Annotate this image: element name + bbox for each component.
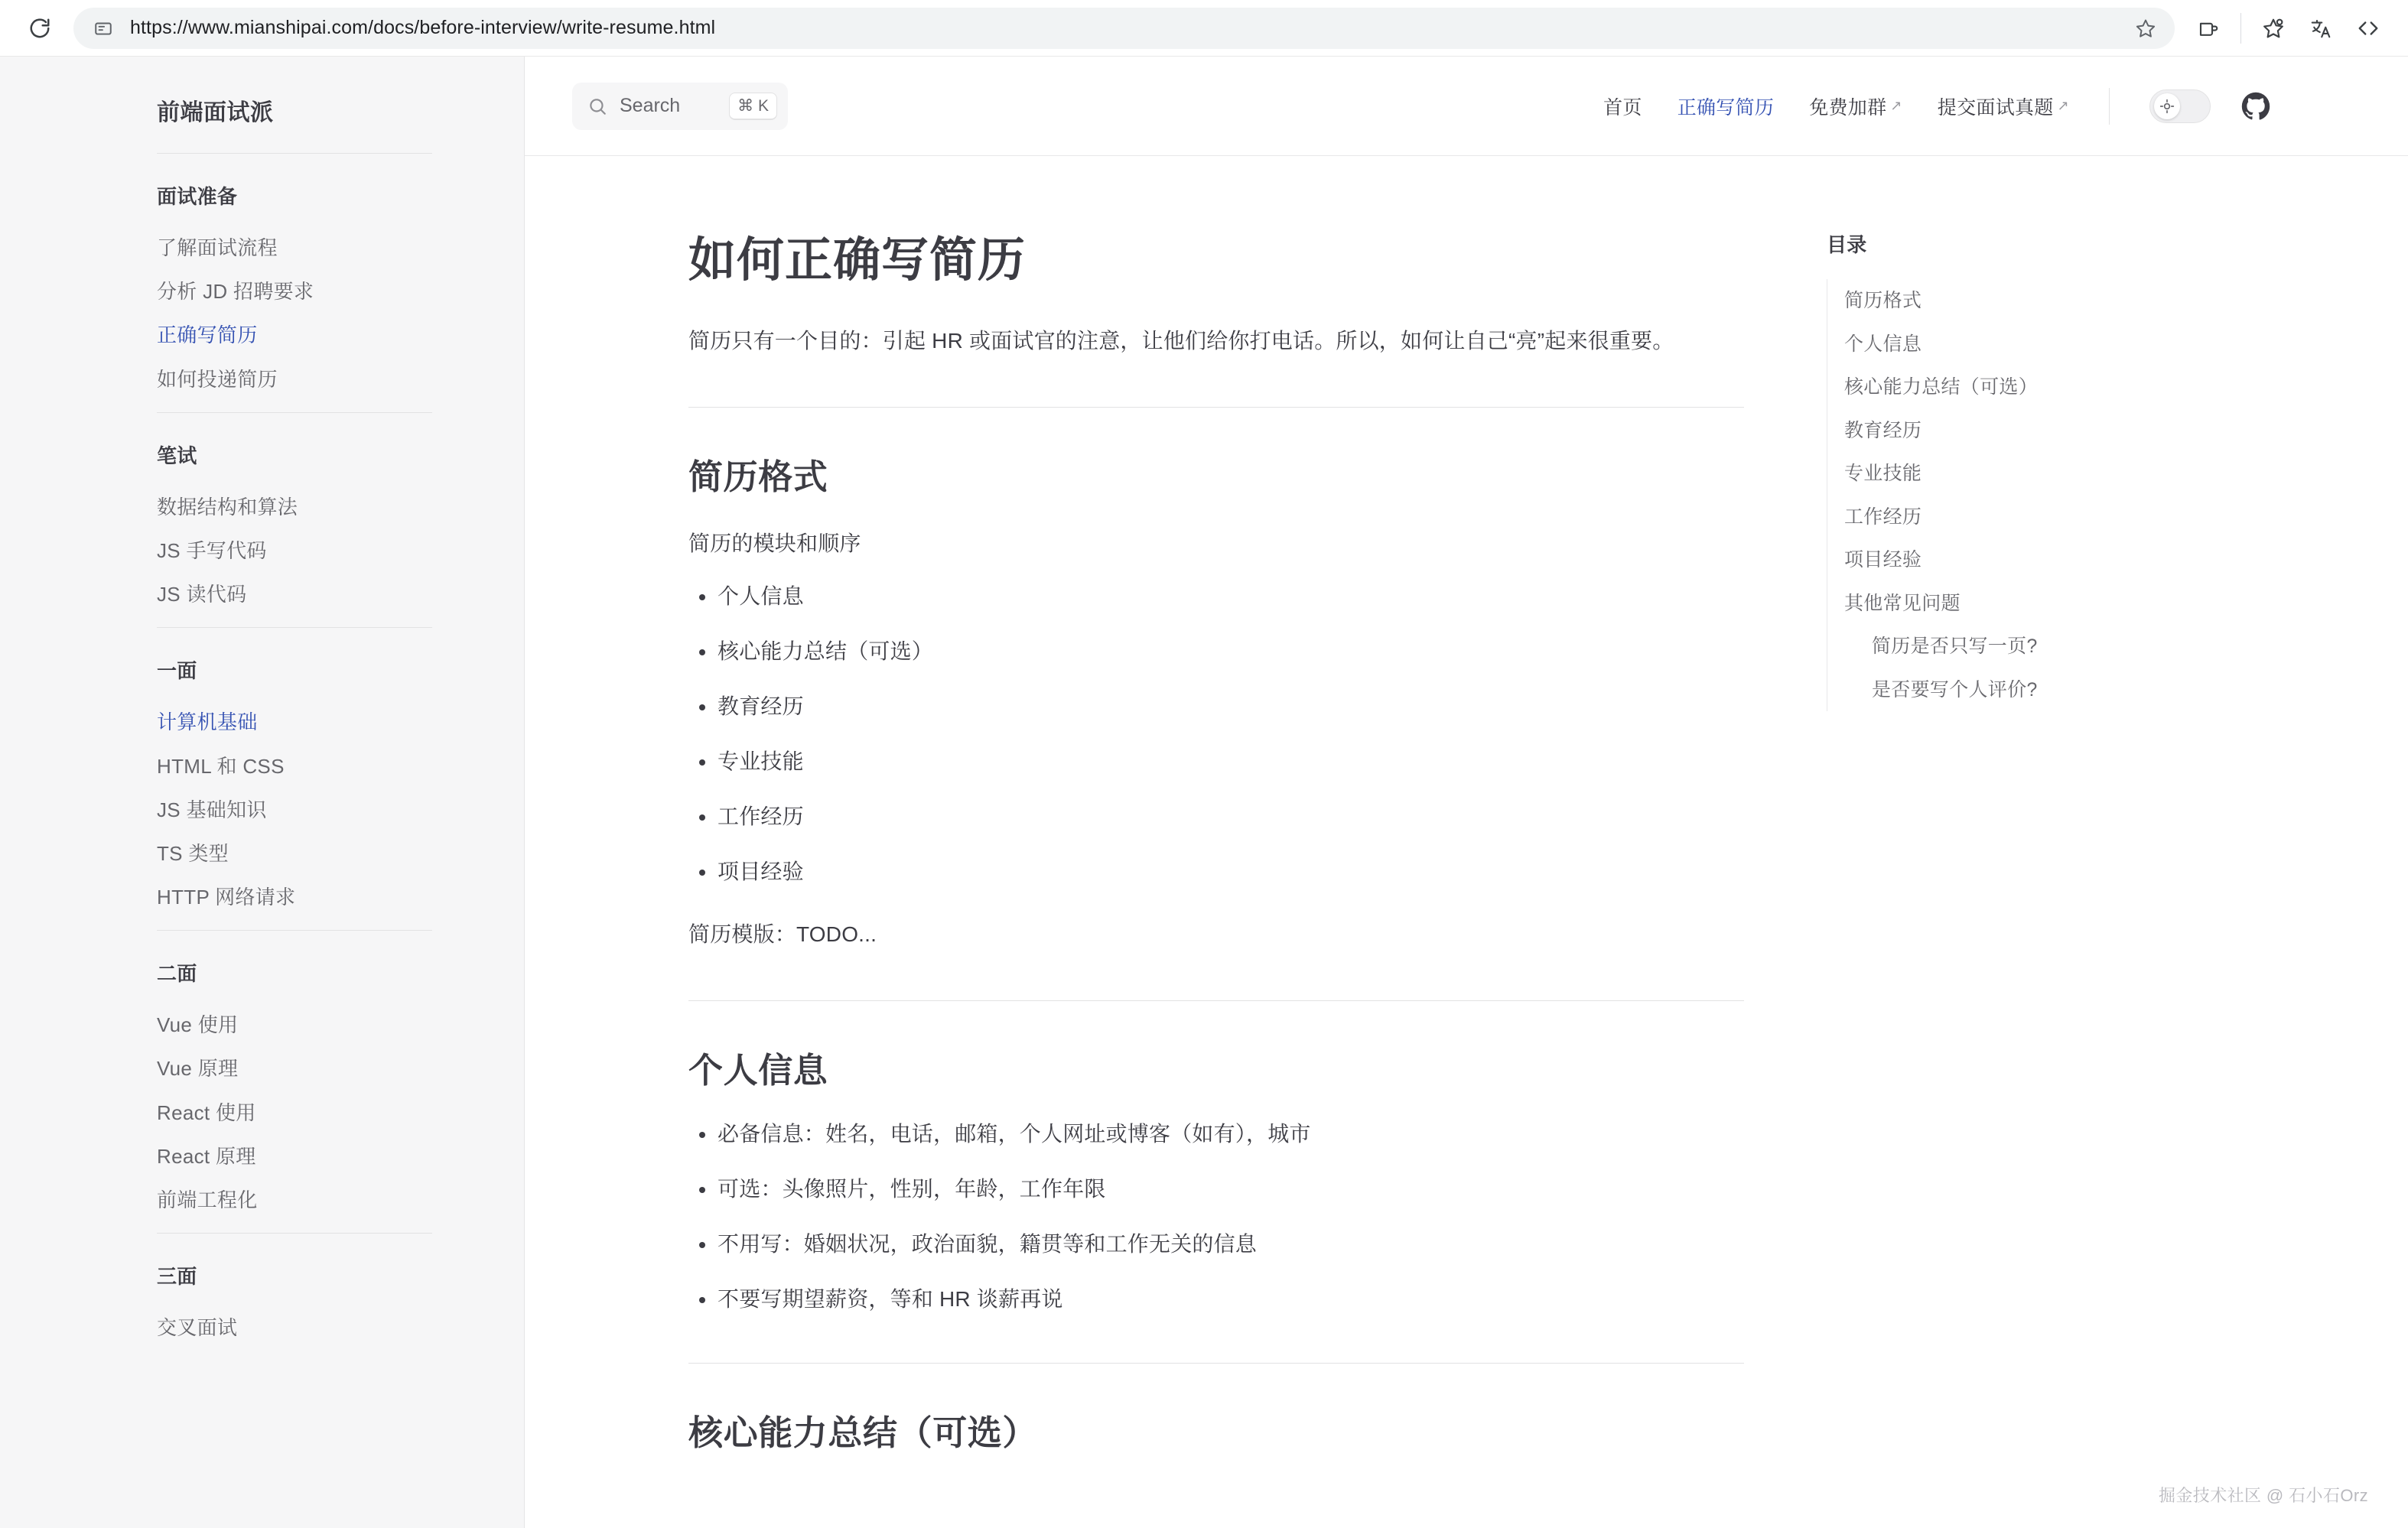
site-title[interactable]: 前端面试派: [157, 100, 274, 125]
toc-item-skills[interactable]: 专业技能: [1844, 463, 1922, 484]
sidebar-item-js-basics[interactable]: JS 基础知识: [157, 798, 267, 821]
sidebar-item-react-usage[interactable]: React 使用: [157, 1100, 256, 1124]
nav-link-write-resume[interactable]: [1677, 93, 1775, 120]
main-column: [525, 57, 2408, 1528]
sidebar-item-analyze-jd[interactable]: 分析 JD 招聘要求: [157, 280, 314, 304]
github-icon[interactable]: [2241, 92, 2270, 121]
search-input[interactable]: [572, 83, 788, 130]
sidebar-item-js-read[interactable]: JS 读代码: [157, 583, 247, 606]
list-item: 专业技能: [688, 746, 1744, 778]
search-icon: [587, 96, 607, 116]
sidebar-group-written-test: [157, 413, 432, 628]
browser-actions: [2188, 8, 2388, 48]
sidebar-item-http[interactable]: HTTP 网络请求: [157, 886, 296, 909]
sidebar-group-title: 笔试: [157, 444, 197, 467]
section-paragraph: 简历的模块和顺序: [688, 532, 861, 555]
nav-links: [1603, 93, 2069, 120]
sidebar-group-round3: [157, 1234, 432, 1361]
sidebar-group-round2: [157, 931, 432, 1233]
sidebar-item-vue-principles[interactable]: Vue 原理: [157, 1057, 239, 1081]
resume-template-note: 简历模版：TODO...: [688, 922, 877, 946]
sidebar-item-algorithms[interactable]: 数据结构和算法: [157, 495, 298, 519]
code-icon[interactable]: [2348, 8, 2388, 48]
sidebar-item-ts-types[interactable]: TS 类型: [157, 841, 229, 865]
toc-item-projects[interactable]: 项目经验: [1844, 549, 1922, 571]
top-navbar: [525, 57, 2408, 156]
section-divider: [688, 407, 1744, 408]
section-divider: [688, 1363, 1744, 1364]
table-of-contents: [1795, 156, 2408, 1528]
nav-link-submit-questions[interactable]: [1938, 93, 2069, 120]
browser-toolbar: [0, 0, 2408, 57]
list-item: 教育经历: [688, 691, 1744, 723]
search-placeholder: Search: [620, 95, 681, 116]
section-heading-resume-format: 简历格式: [688, 457, 828, 496]
nav-divider: [2109, 88, 2110, 125]
url-text: https://www.mianshipai.com/docs/before-interview/write-resume.html: [130, 17, 716, 38]
favorites-icon[interactable]: [2253, 8, 2293, 48]
section-heading-personal-info: 个人信息: [688, 1051, 828, 1090]
toc-item-work-experience[interactable]: 工作经历: [1844, 506, 1922, 528]
list-item: 不用写：婚姻状况，政治面貌，籍贯等和工作无关的信息: [688, 1228, 1744, 1260]
personal-info-list: [688, 1118, 1744, 1315]
sidebar-item-react-principles[interactable]: React 原理: [157, 1144, 256, 1168]
star-icon[interactable]: [2129, 11, 2162, 45]
toc-item-faq[interactable]: 其他常见问题: [1844, 592, 1961, 614]
content-wrapper: [525, 156, 2408, 1528]
sidebar-item-engineering[interactable]: 前端工程化: [157, 1188, 258, 1211]
article-lead: 简历只有一个目的：引起 HR 或面试官的注意，让他们给你打电话。所以，如何让自己“亮”起来很重要。: [688, 329, 1674, 353]
section-heading-core-summary: 核心能力总结（可选）: [688, 1413, 1038, 1452]
page-body: [0, 57, 2408, 1528]
toc-item-personal-info[interactable]: 个人信息: [1844, 333, 1922, 355]
reload-icon[interactable]: [20, 8, 60, 48]
nav-link-label: 免费加群: [1809, 96, 1887, 119]
article: [525, 156, 1795, 1528]
list-item: 项目经验: [688, 856, 1744, 888]
nav-link-label: 正确写简历: [1677, 96, 1775, 119]
sidebar-item-cross-interview[interactable]: 交叉面试: [157, 1316, 238, 1340]
nav-link-home[interactable]: [1603, 93, 1642, 120]
sidebar-item-write-resume[interactable]: 正确写简历: [157, 323, 258, 347]
nav-link-label: 提交面试真题: [1937, 96, 2054, 119]
sidebar-group-title: 一面: [157, 659, 197, 683]
toc-item-education[interactable]: 教育经历: [1844, 419, 1922, 441]
sidebar-item-vue-usage[interactable]: Vue 使用: [157, 1013, 239, 1037]
toc-list: [1827, 279, 2408, 711]
list-item: 核心能力总结（可选）: [688, 636, 1744, 668]
list-item: 可选：头像照片，性别，年龄，工作年限: [688, 1173, 1744, 1205]
resume-format-list: [688, 580, 1744, 888]
extensions-icon[interactable]: [2188, 8, 2228, 48]
search-shortcut: ⌘ K: [729, 93, 777, 120]
sidebar-group-prep: [157, 154, 432, 412]
toc-title: 目录: [1827, 233, 1867, 256]
toc-item-core-summary[interactable]: 核心能力总结（可选）: [1844, 376, 2039, 398]
theme-toggle[interactable]: [2149, 89, 2211, 123]
sun-icon: [2154, 93, 2180, 119]
sidebar-group-title: 二面: [157, 962, 197, 986]
section-divider: [688, 1000, 1744, 1001]
nav-link-label: 首页: [1603, 96, 1642, 119]
list-item: 必备信息：姓名，电话，邮箱，个人网址或博客（如有），城市: [688, 1118, 1744, 1150]
sidebar-group-title: 面试准备: [157, 185, 238, 208]
list-item: 工作经历: [688, 801, 1744, 833]
watermark: 掘金技术社区 @ 石小石Orz: [2159, 1486, 2368, 1505]
address-bar[interactable]: [73, 8, 2175, 49]
translate-icon[interactable]: [2301, 8, 2341, 48]
external-link-icon: ↗: [1890, 98, 1902, 113]
sidebar-item-interview-flow[interactable]: 了解面试流程: [157, 236, 278, 259]
sidebar-item-js-handwrite[interactable]: JS 手写代码: [157, 538, 267, 562]
sidebar-group-title: 三面: [157, 1265, 197, 1289]
list-item: 不要写期望薪资，等和 HR 谈薪再说: [688, 1283, 1744, 1315]
toc-item-one-page[interactable]: 简历是否只写一页?: [1872, 636, 2038, 657]
sidebar-item-submit-resume[interactable]: 如何投递简历: [157, 367, 278, 391]
toc-item-self-evaluation[interactable]: 是否要写个人评价?: [1872, 678, 2038, 701]
toolbar-divider: [2240, 13, 2241, 44]
external-link-icon: ↗: [2057, 98, 2069, 113]
sidebar-item-html-css[interactable]: HTML 和 CSS: [157, 754, 285, 778]
sidebar: [0, 57, 525, 1528]
page-title: 如何正确写简历: [688, 234, 1027, 287]
list-item: 个人信息: [688, 580, 1744, 613]
sidebar-group-round1: [157, 628, 432, 930]
site-info-icon[interactable]: [89, 14, 118, 43]
nav-link-free-group[interactable]: [1809, 93, 1902, 120]
toc-item-resume-format[interactable]: 简历格式: [1844, 290, 1922, 311]
sidebar-item-cs-basics[interactable]: 计算机基础: [157, 710, 258, 734]
